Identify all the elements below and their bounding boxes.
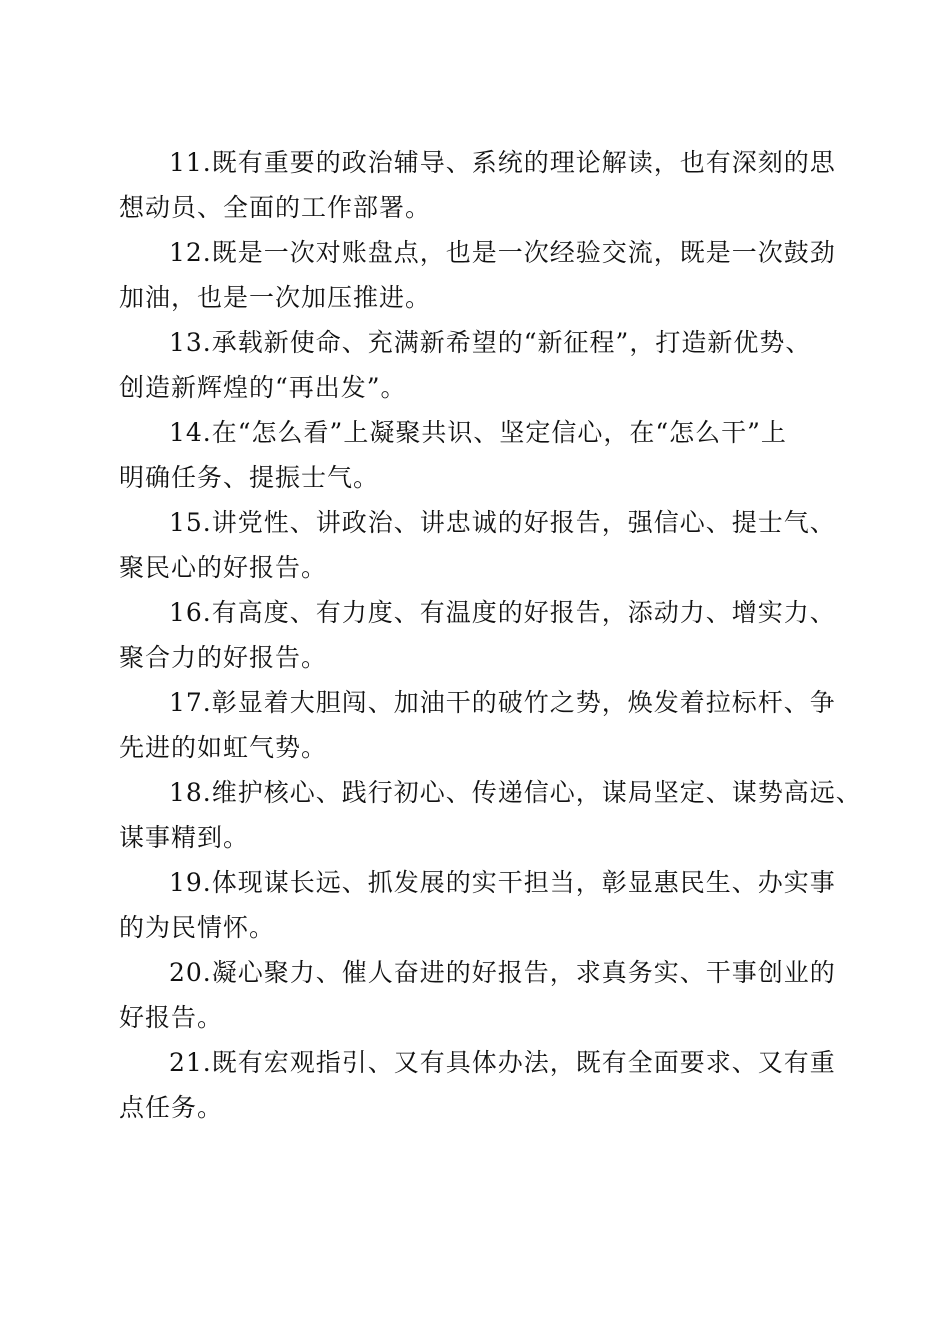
item-19-line-1: 19.体现谋长远、抓发展的实干担当，彰显惠民生、办实事 (169, 868, 836, 897)
item-17-line-2: 先进的如虹气势。 (119, 733, 328, 762)
item-21-line-1: 21.既有宏观指引、又有具体办法，既有全面要求、又有重 (169, 1048, 836, 1077)
item-14-line-1: 14.在“怎么看”上凝聚共识、坚定信心，在“怎么干”上 (169, 418, 787, 447)
item-11-line-1: 11.既有重要的政治辅导、系统的理论解读，也有深刻的思 (169, 148, 836, 177)
list-item (119, 140, 839, 230)
item-15-line-1: 15.讲党性、讲政治、讲忠诚的好报告，强信心、提士气、 (169, 508, 836, 537)
list-item (119, 500, 839, 590)
item-11-line-2: 想动员、全面的工作部署。 (119, 193, 432, 222)
list-item (119, 320, 839, 410)
list-item (119, 230, 839, 320)
item-20-line-1: 20.凝心聚力、催人奋进的好报告，求真务实、干事创业的 (169, 958, 836, 987)
item-19-line-2: 的为民情怀。 (119, 913, 276, 942)
list-item (119, 950, 839, 1040)
item-12-line-1: 12.既是一次对账盘点，也是一次经验交流，既是一次鼓劲 (169, 238, 836, 267)
item-16-line-1: 16.有高度、有力度、有温度的好报告，添动力、增实力、 (169, 598, 836, 627)
item-21-line-2: 点任务。 (119, 1093, 224, 1122)
item-13-line-2: 创造新辉煌的“再出发”。 (119, 373, 407, 402)
list-item (119, 410, 839, 500)
item-17-line-1: 17.彰显着大胆闯、加油干的破竹之势，焕发着拉标杆、争 (169, 688, 836, 717)
item-20-line-2: 好报告。 (119, 1003, 224, 1032)
item-14-line-2: 明确任务、提振士气。 (119, 463, 380, 492)
item-12-line-2: 加油，也是一次加压推进。 (119, 283, 432, 312)
list-item (119, 680, 839, 770)
list-item (119, 770, 862, 860)
item-15-line-2: 聚民心的好报告。 (119, 553, 328, 582)
document-body (119, 140, 862, 1130)
list-item (119, 860, 839, 950)
item-16-line-2: 聚合力的好报告。 (119, 643, 328, 672)
item-13-line-1: 13.承载新使命、充满新希望的“新征程”，打造新优势、 (169, 328, 812, 357)
list-item (119, 590, 839, 680)
item-18-line-1: 18.维护核心、践行初心、传递信心，谋局坚定、谋势高远、 (169, 778, 862, 807)
item-18-line-2: 谋事精到。 (119, 823, 250, 852)
list-item (119, 1040, 839, 1130)
